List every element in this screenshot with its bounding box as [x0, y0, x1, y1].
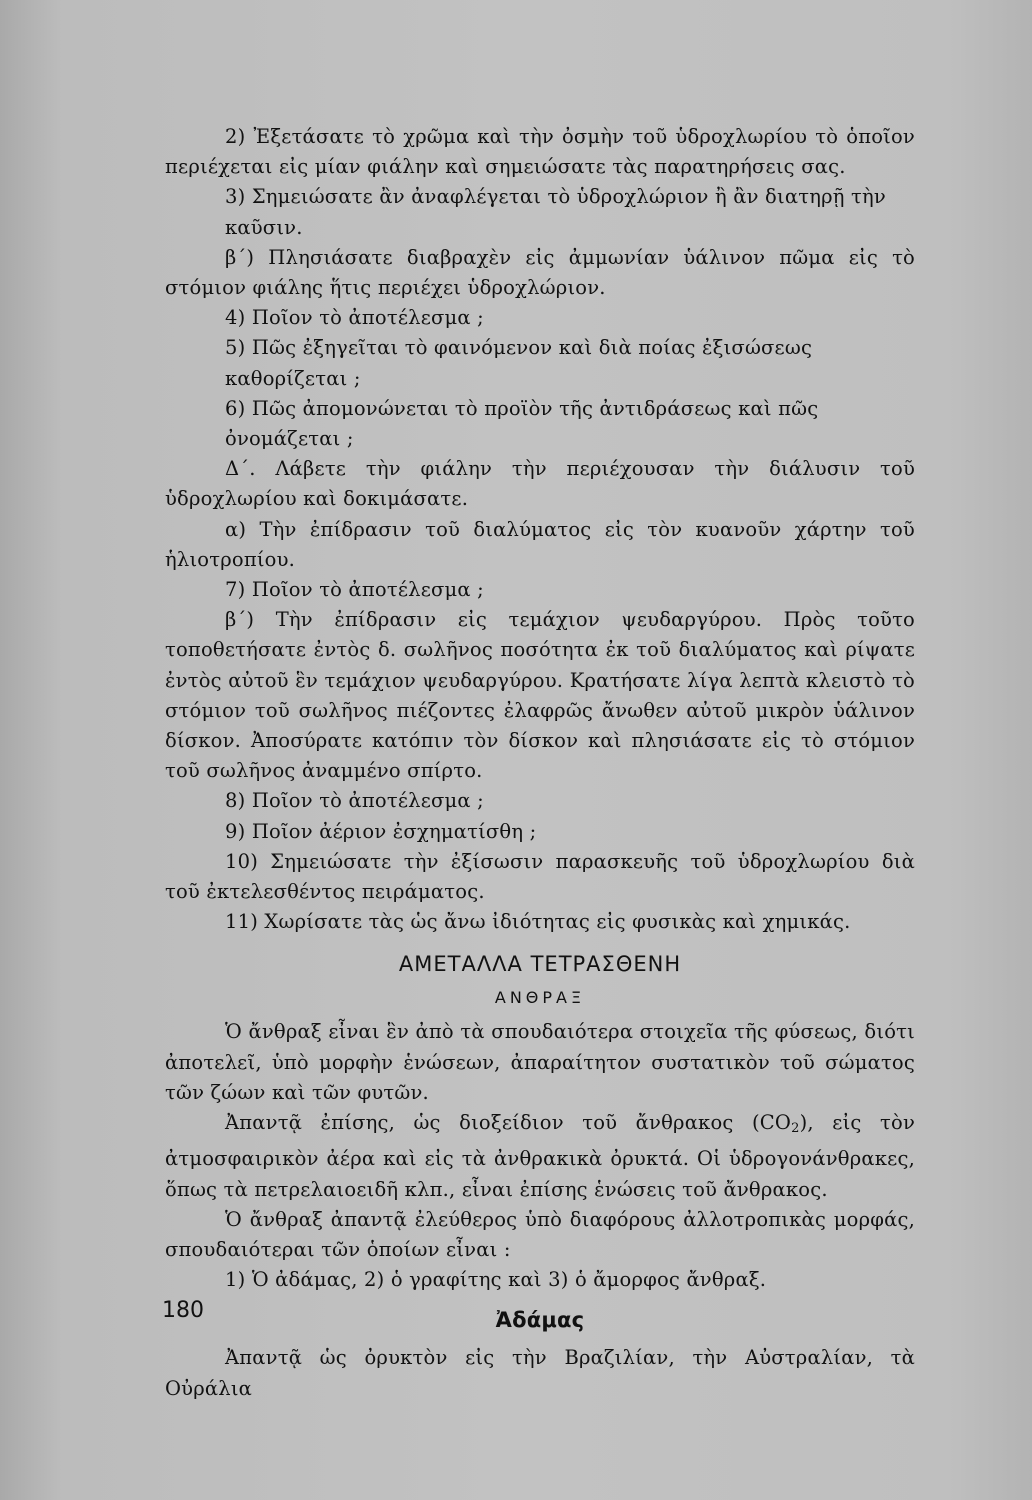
- section-subtitle: ΑΝΘΡΑΞ: [494, 988, 586, 1008]
- question-11: 11) Χωρίσατε τὰς ὡς ἄνω ἰδιότητας εἰς φυσικὰς καὶ χημικάς.: [225, 910, 851, 934]
- step-delta: Δ΄. Λάβετε τὴν φιάλην τὴν περιέχουσαν τὴν διάλυσιν τοῦ ὑδροχλωρίου καὶ δοκιμάσατε.: [165, 457, 915, 511]
- question-2: 2) Ἐξετάσατε τὸ χρῶμα καὶ τὴν ὀσμὴν τοῦ ὑδροχλωρίου τὸ ὁποῖον περιέχεται εἰς μίαν φιάλην καὶ σημειώσατε τὰς παρατηρήσεις σας.: [165, 125, 915, 179]
- question-4: 4) Ποῖον τὸ ἀποτέλεσμα ;: [225, 306, 484, 330]
- page-number: 180: [162, 1298, 204, 1323]
- paragraph-co2: [165, 1108, 915, 1205]
- allotrope-list: 1) Ὁ ἀδάμας, 2) ὁ γραφίτης καὶ 3) ὁ ἄμορφος ἄνθραξ.: [225, 1268, 767, 1292]
- page-body: [165, 122, 915, 1404]
- paragraph-co2-part2: ), εἰς τὸν ἀτμοσφαιρικὸν ἀέρα καὶ εἰς τὰ ἀνθρακικὰ ὀρυκτά. Οἱ ὑδρογονάνθρακες, ὅπως τὰ πετρελαιοειδῆ κλπ., εἶναι ἐπίσης ἑνώσεις τοῦ ἄνθρακος.: [165, 1111, 915, 1201]
- question-5: 5) Πῶς ἐξηγεῖται τὸ φαινόμενον καὶ διὰ ποίας ἐξισώσεως καθορίζεται ;: [225, 336, 813, 390]
- step-beta-ammonia: β΄) Πλησιάσατε διαβραχὲν εἰς ἀμμωνίαν ὑάλινον πῶμα εἰς τὸ στόμιον φιάλης ἥτις περιέχει ὑδροχλώριον.: [165, 245, 915, 300]
- question-10: 10) Σημειώσατε τὴν ἐξίσωσιν παρασκευῆς τοῦ ὑδροχλωρίου διὰ τοῦ ἐκτελεσθέντος πειράματος.: [165, 849, 915, 904]
- diamond-heading: Ἀδάμας: [495, 1308, 585, 1333]
- step-beta-zinc: β΄) Τὴν ἐπίδρασιν εἰς τεμάχιον ψευδαργύρου. Πρὸς τοῦτο τοποθετήσατε ἐντὸς δ. σωλῆνος ποσότητα ἐκ τοῦ διαλύματος καὶ ρίψατε ἐντὸς αὐτοῦ ἓν τεμάχιον ψευδαργύρου. Κρατήσατε λίγα λεπτὰ κλειστὸ τὸ στόμιον τοῦ σωλῆνος πιέζοντες ἐλαφρῶς ἄνωθεν αὐτοῦ μικρὸν ὑάλινον δίσκον. Ἀποσύρατε κατόπιν τὸν δίσκον καὶ πλησιάσατε εἰς τὸ στόμιον τοῦ σωλῆνος ἀναμμένο σπίρτο.: [165, 608, 915, 783]
- question-9: 9) Ποῖον ἀέριον ἐσχηματίσθη ;: [225, 819, 537, 843]
- paragraph-allotropes: Ὁ ἄνθραξ ἀπαντᾷ ἐλεύθερος ὑπὸ διαφόρους ἀλλοτροπικὰς μορφάς, σπουδαιότεραι τῶν ὁποίων εἶναι :: [165, 1207, 915, 1261]
- section-title: ΑΜΕΤΑΛΛΑ ΤΕΤΡΑΣΘΕΝΗ: [398, 952, 682, 977]
- paragraph-co2-part1: Ἀπαντᾷ ἐπίσης, ὡς διοξείδιον τοῦ ἄνθρακος (CO: [225, 1111, 792, 1135]
- question-6: 6) Πῶς ἀπομονώνεται τὸ προϊὸν τῆς ἀντιδράσεως καὶ πῶς ὀνομάζεται ;: [225, 396, 819, 451]
- question-7: 7) Ποῖον τὸ ἀποτέλεσμα ;: [225, 578, 484, 602]
- question-8: 8) Ποῖον τὸ ἀποτέλεσμα ;: [225, 789, 484, 813]
- step-alpha-litmus: α) Τὴν ἐπίδρασιν τοῦ διαλύματος εἰς τὸν κυανοῦν χάρτην τοῦ ἡλιοτροπίου.: [165, 517, 915, 571]
- co2-subscript: 2: [791, 1121, 800, 1137]
- paragraph-diamond: Ἀπαντᾷ ὡς ὀρυκτὸν εἰς τὴν Βραζιλίαν, τὴν Αὐστραλίαν, τὰ Οὐράλια: [165, 1346, 915, 1400]
- question-3: 3) Σημειώσατε ἂν ἀναφλέγεται τὸ ὑδροχλώριον ἢ ἂν διατηρῇ τὴν καῦσιν.: [225, 185, 886, 239]
- paragraph-intro: Ὁ ἄνθραξ εἶναι ἓν ἀπὸ τὰ σπουδαιότερα στοιχεῖα τῆς φύσεως, διότι ἀποτελεῖ, ὑπὸ μορφὴν ἑνώσεων, ἀπαραίτητον συστατικὸν τοῦ σώματος τῶν ζώων καὶ τῶν φυτῶν.: [165, 1020, 915, 1104]
